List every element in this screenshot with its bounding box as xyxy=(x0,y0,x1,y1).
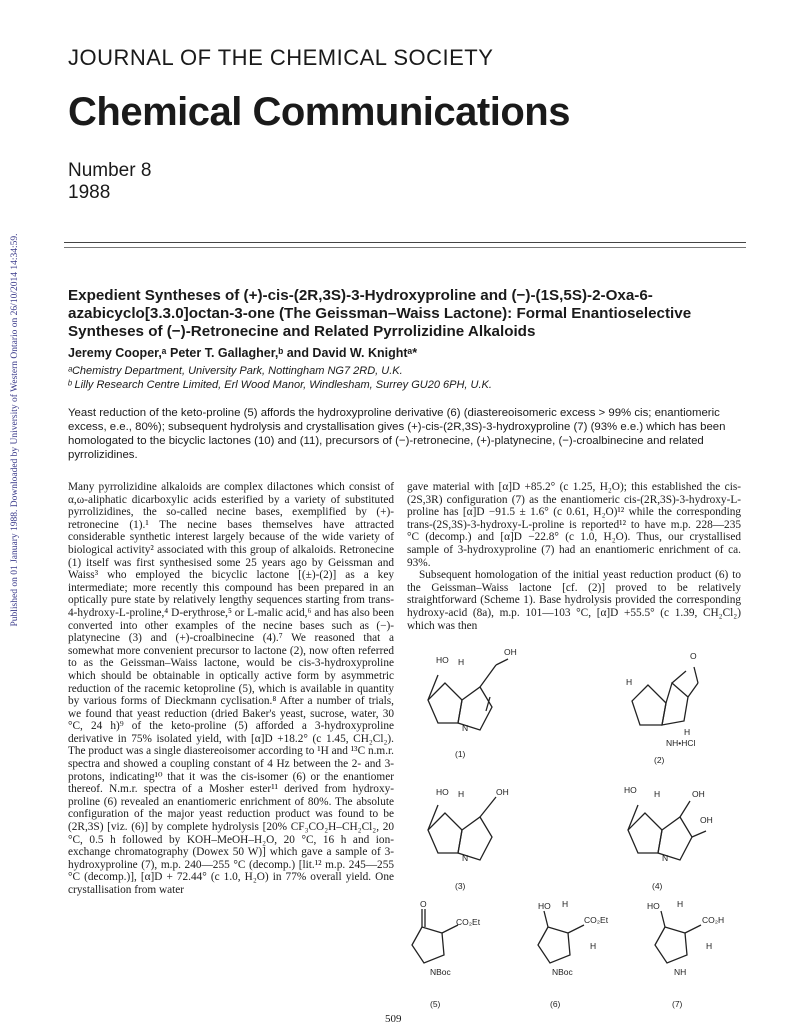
s2-salt: NH•HCl xyxy=(666,738,696,748)
header-rule-thin xyxy=(64,247,746,248)
s1-h: H xyxy=(458,657,465,667)
body-paragraph: Subsequent homologation of the initial yeast reduction product (6) to the Geissman–Waiss lactone [cf. (2)] proved to be relatively straightforward (Scheme 1). Base hydrolysis provided the corresponding hydroxy-acid (8a), m.p. 101—103 °C, [α]D +55.5° (c 1.39, CH₂Cl₂) which was then xyxy=(407,569,741,632)
structure-1 xyxy=(428,659,508,730)
issue-year: 1988 xyxy=(68,182,111,203)
structure-label: (4) xyxy=(652,881,663,891)
s6-n: NBoc xyxy=(552,967,573,977)
s1-n: N xyxy=(462,723,469,733)
s3-h: H xyxy=(458,789,465,799)
s4-n: N xyxy=(662,853,669,863)
s6-h2: H xyxy=(590,941,597,951)
journal-title: Chemical Communications xyxy=(68,90,570,134)
s3-n: N xyxy=(462,853,469,863)
structure-6 xyxy=(538,911,584,963)
s5-n: NBoc xyxy=(430,967,451,977)
body-paragraph: gave material with [α]D +85.2° (c 1.25, H₂O); this established the cis-(2S,3R) configuration (7) as the enantiomeric cis-(2R,3S)-3-hydroxy-L-proline has [α]D −91.5 ± 1.6° (c 0.61, H₂O)¹² while the corresponding trans-(2S,3S)-3-hydroxy-L-proline is reported¹² to have m.p. 228—235 °C (decomp.) and [α]D −22.8° (c 1.0, H₂O). Thus, our crystallised sample of 3-hydroxyproline (7) had an enantiomeric enrichment of ca. 93%. xyxy=(407,481,741,569)
s2-o: O xyxy=(690,651,697,661)
structure-label: (5) xyxy=(430,999,441,1009)
s6-h: H xyxy=(562,899,569,909)
s6-ho: HO xyxy=(538,901,551,911)
author-list: Jeremy Cooper,ᵃ Peter T. Gallagher,ᵇ and David W. Knightᵃ* xyxy=(68,346,418,360)
body-column-left: Many pyrrolizidine alkaloids are complex dilactones which consist of α,ω-aliphatic dicarboxylic acids esterified by a variety of substituted pyrrolizidines, the so-called necine bases, exemplified by (+)-retronecine (1).¹ The necine bases themselves have attracted considerable synthetic interest largely because of the wide variety of biological activity² associated with this group of alkaloids. Retronecine (1) itself was first synthesised some 25 years ago by Geissman and Waiss³ who employed the bicyclic lactone [(±)-(2)] as a key intermediate; more recently this compound has been prepared in an optically pure state by relatively lengthy sequences starting from trans-4-hydroxy-L-proline,⁴ D-erythrose,⁵ or L-malic acid,⁶ and has also been converted into other examples of the necine bases such as (−)-platynecine (3) and (+)-croalbinecine (4).⁷ We reasoned that a somewhat more convenient precursor to lactone (2), now often referred to as the Geissman–Waiss lactone, would be cis-3-hydroxyproline which should be obtainable in optically active form by asymmetric reduction of the racemic ketoproline (5), which is available in quantity by various forms of Dieckmann cyclisation.⁸ After a number of trials, we found that yeast reduction (dried Baker's yeast, sucrose, water, 30 °C, 24 h)⁹ of the keto-proline (5) afforded a 3-hydroxyproline derivative in 75% isolated yield, with [α]D +18.2° (c 1.45, CH₂Cl₂). The product was a single diastereoisomer according to ¹H and ¹³C n.m.r. spectra and showed a coupling constant of 4 Hz between the 2- and 3-protons, indicating¹⁰ that it was the cis-isomer (6) or the enantiomer thereof. N.m.r. spectra of a Mosher ester¹¹ derived from hydroxy-proline (6) revealed an enantiomeric enrichment of 80%. The absolute configuration of the major yeast reduction product was found to be (2R,3S) [viz. (6)] by complete hydrolysis [20% CF₃CO₂H–CH₂Cl₂, 20 °C, 0.5 h followed by KOH–MeOH–H₂O, 20 °C, 16 h and ion-exchange chromatography (Dowex 50 W)] which gave a sample of 3-hydroxyproline (7), m.p. 240—255 °C (decomp.) [lit.¹² m.p. 245—255 °C (decomp.)], [α]D + 72.44° (c 1.0, H₂O) in 77% overall yield. One crystallisation from water xyxy=(68,481,394,896)
s7-n: NH xyxy=(674,967,687,977)
page-number: 509 xyxy=(385,1013,402,1025)
s5-co2et: CO₂Et xyxy=(456,917,481,927)
s5-o: O xyxy=(420,899,427,909)
s7-co2h: CO₂H xyxy=(702,915,725,925)
affiliation-a: ᵃChemistry Department, University Park, Nottingham NG7 2RD, U.K. xyxy=(68,365,403,377)
s4-oh2: OH xyxy=(700,815,713,825)
s4-ho: HO xyxy=(624,785,637,795)
structure-2 xyxy=(632,667,698,725)
structure-3 xyxy=(428,797,496,860)
structure-5 xyxy=(412,909,458,963)
abstract: Yeast reduction of the keto-proline (5) affords the hydroxyproline derivative (6) (diastereoisomeric excess > 99% cis; enantiomeric excess, e.e., 80%); subsequent hydrolysis and crystallisation gives (+)-cis-(2R,3S)-3-hydroxyproline (7) (93% e.e.) which has been homologated to the bicyclic lactones (10) and (11), precursors of (−)-retronecine, (+)-platynecine, (−)-croalbinecine and related pyrrolizidines. xyxy=(68,407,726,461)
s7-h: H xyxy=(677,899,684,909)
download-note: Published on 01 January 1988. Downloaded by University of Western Ontario on 26/10/2014 14:34:59. xyxy=(10,233,20,627)
article-title: Expedient Syntheses of (+)-cis-(2R,3S)-3-Hydroxyproline and (−)-(1S,5S)-2-Oxa-6-azabicyclo[3.3.0]octan-3-one (The Geissman–Waiss Lactone): Formal Enantioselective Syntheses of (−)-Retronecine and Related Pyrrolizidine Alkaloids xyxy=(68,287,692,340)
header-rule xyxy=(64,242,746,243)
structure-7 xyxy=(655,911,701,963)
s3-ho: HO xyxy=(436,787,449,797)
s1-ho: HO xyxy=(436,655,449,665)
issue-info xyxy=(68,160,151,204)
s7-h2: H xyxy=(706,941,713,951)
s2-h: H xyxy=(626,677,633,687)
issue-number: Number 8 xyxy=(68,160,152,181)
structure-label: (3) xyxy=(455,881,466,891)
affiliation-b: ᵇ Lilly Research Centre Limited, Erl Wood Manor, Windlesham, Surrey GU20 6PH, U.K. xyxy=(68,379,492,391)
structure-scheme xyxy=(400,645,745,1015)
download-watermark xyxy=(0,180,18,680)
s3-oh: OH xyxy=(496,787,509,797)
s4-h: H xyxy=(654,789,661,799)
structure-4 xyxy=(628,801,706,860)
s4-oh: OH xyxy=(692,789,705,799)
body-column-right xyxy=(407,481,741,632)
journal-name: JOURNAL OF THE CHEMICAL SOCIETY xyxy=(68,45,494,70)
affiliations xyxy=(68,364,492,392)
structure-label: (2) xyxy=(654,755,665,765)
structure-label: (1) xyxy=(455,749,466,759)
structure-label: (6) xyxy=(550,999,561,1009)
s2-h2: H xyxy=(684,727,691,737)
structure-label: (7) xyxy=(672,999,683,1009)
s1-oh: OH xyxy=(504,647,517,657)
s7-ho: HO xyxy=(647,901,660,911)
s6-co2et: CO₂Et xyxy=(584,915,609,925)
